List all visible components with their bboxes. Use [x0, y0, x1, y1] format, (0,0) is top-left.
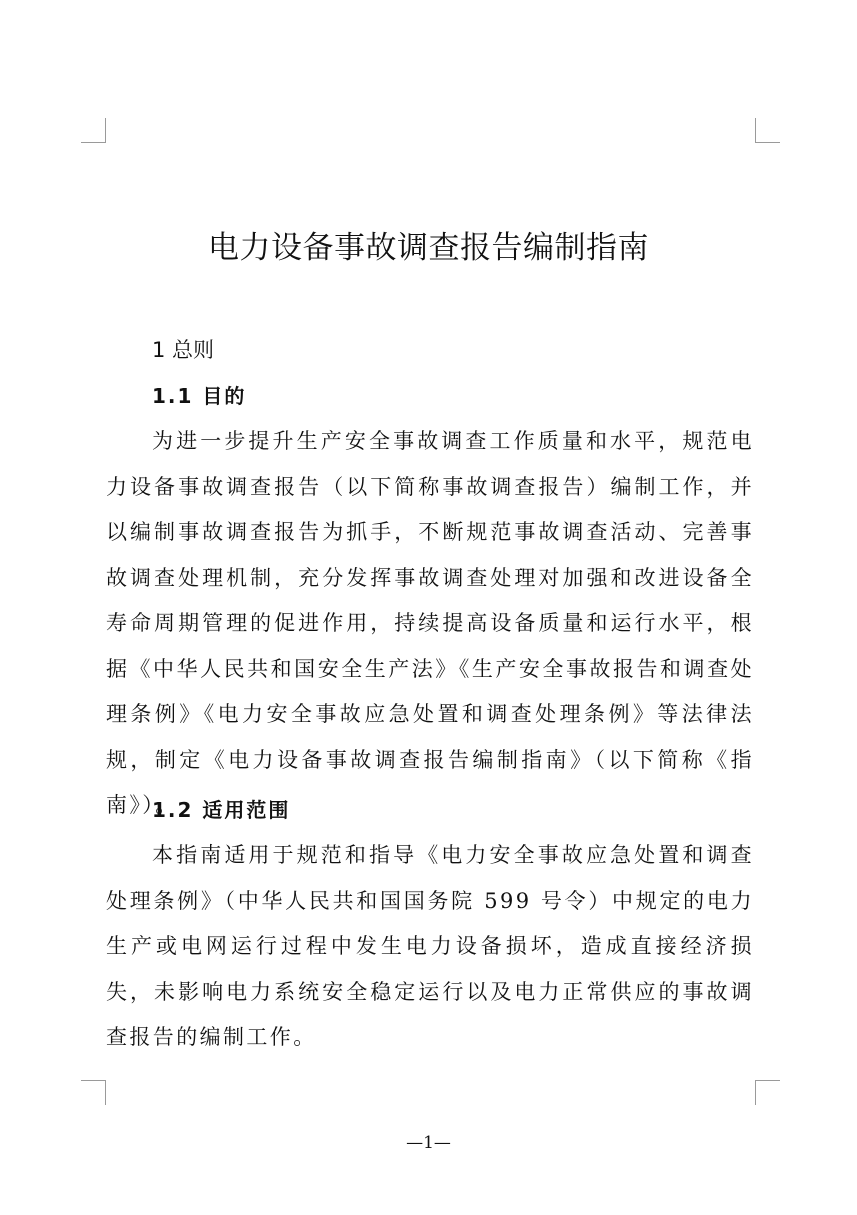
- page-number: —1—: [406, 1133, 451, 1153]
- crop-mark-top-left: [81, 118, 106, 143]
- paragraph-purpose: 为进一步提升生产安全事故调查工作质量和水平，规范电力设备事故调查报告（以下简称事故调查报告）编制工作，并以编制事故调查报告为抓手，不断规范事故调查活动、完善事故调查处理机制，充分发挥事故调查处理对加强和改进设备全寿命周期管理的促进作用，持续提高设备质量和运行水平，根据《中华人民共和国安全生产法》《生产安全事故报告和调查处理条例》《电力安全事故应急处置和调查处理条例》等法律法规，制定《电力设备事故调查报告编制指南》（以下简称《指南》）。: [106, 429, 754, 817]
- crop-mark-bottom-left: [81, 1080, 106, 1105]
- crop-mark-top-right: [755, 118, 780, 143]
- document-title: 电力设备事故调查报告编制指南: [208, 230, 649, 266]
- section-heading-general: 1 总则: [152, 338, 215, 362]
- crop-mark-bottom-right: [755, 1080, 780, 1105]
- subsection-heading-scope: 1.2 适用范围: [152, 798, 291, 822]
- subsection-heading-purpose: 1.1 目的: [152, 384, 247, 408]
- paragraph-scope: 本指南适用于规范和指导《电力安全事故应急处置和调查处理条例》（中华人民共和国国务院 599 号令）中规定的电力生产或电网运行过程中发生电力设备损坏，造成直接经济损失，未影响电力系统安全稳定运行以及电力正常供应的事故调查报告的编制工作。: [106, 843, 754, 1049]
